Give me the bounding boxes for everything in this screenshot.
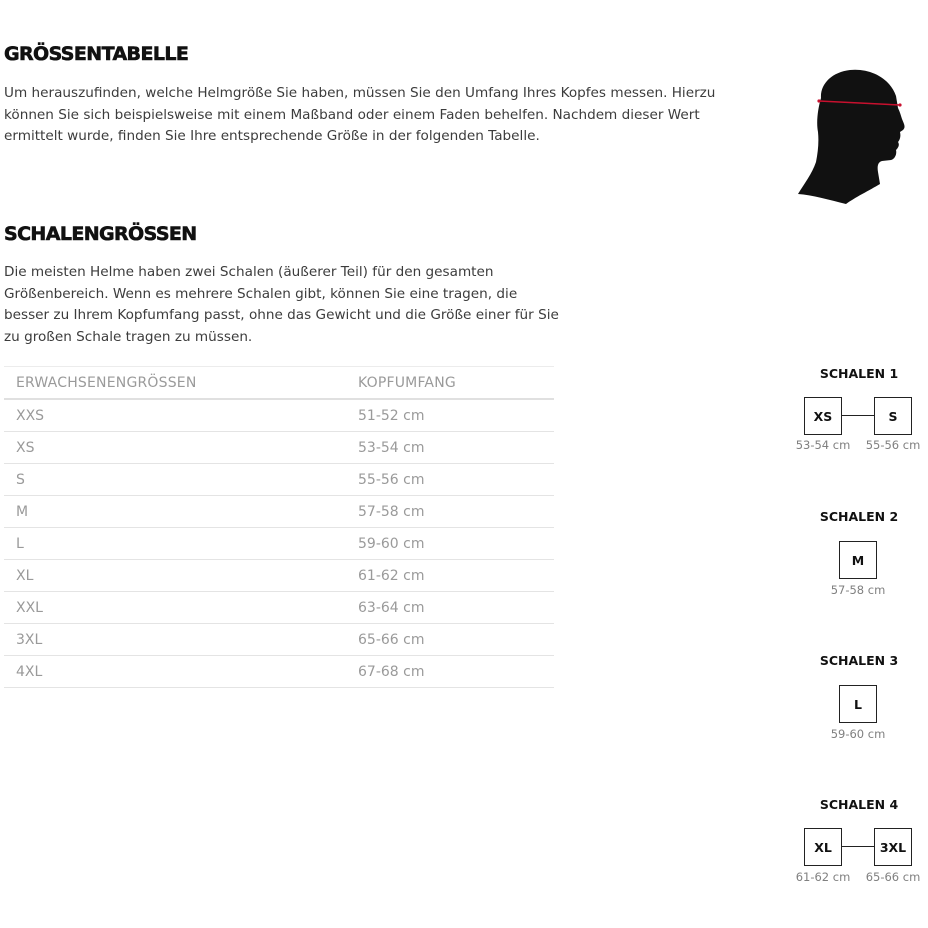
circumference-cell: 57-58 cm xyxy=(346,496,554,528)
shell-size-range: 57-58 cm xyxy=(830,583,886,597)
shell-size-range: 65-66 cm xyxy=(865,870,921,884)
size-cell: 4XL xyxy=(4,656,346,688)
table-row xyxy=(4,399,554,432)
shell-size-range: 53-54 cm xyxy=(795,438,851,452)
shell-size-box: S xyxy=(874,397,912,435)
size-cell: 3XL xyxy=(4,624,346,656)
circumference-cell: 51-52 cm xyxy=(346,399,554,432)
size-chart-heading: GRÖSSENTABELLE xyxy=(4,43,189,65)
size-cell: XXL xyxy=(4,592,346,624)
table-row xyxy=(4,560,554,592)
shell-size-box: 3XL xyxy=(874,828,912,866)
shell-title: SCHALEN 3 xyxy=(819,653,899,668)
size-cell: XL xyxy=(4,560,346,592)
table-header-row xyxy=(4,367,554,400)
shell-size-range: 59-60 cm xyxy=(830,727,886,741)
circumference-cell: 67-68 cm xyxy=(346,656,554,688)
shell-sizes-heading: SCHALENGRÖSSEN xyxy=(4,223,197,245)
table-row xyxy=(4,528,554,560)
table-row xyxy=(4,464,554,496)
circumference-cell: 53-54 cm xyxy=(346,432,554,464)
head-silhouette-icon xyxy=(790,64,910,209)
shell-size-box: M xyxy=(839,541,877,579)
table-row xyxy=(4,496,554,528)
size-cell: M xyxy=(4,496,346,528)
size-chart-description: Um herauszufinden, welche Helmgröße Sie haben, müssen Sie den Umfang Ihres Kopfes messen. Hierzu können Sie sich beispielsweise mit einem Maßband oder einem Faden behelfen. Nachdem dieser Wert ermittelt wurde, finden Sie Ihre entsprechende Größe in der folgenden Tabelle. xyxy=(4,85,716,144)
size-cell: XS xyxy=(4,432,346,464)
shell-group-3 xyxy=(780,653,928,748)
table-row xyxy=(4,592,554,624)
shell-size-box: XL xyxy=(804,828,842,866)
circumference-cell: 59-60 cm xyxy=(346,528,554,560)
shell-size-range: 61-62 cm xyxy=(795,870,851,884)
size-table xyxy=(4,366,554,688)
shell-connector-line xyxy=(842,846,874,847)
column-header-size: ERWACHSENENGRÖSSEN xyxy=(4,367,346,400)
shell-group-4 xyxy=(780,797,928,892)
shell-title: SCHALEN 4 xyxy=(819,797,899,812)
size-cell: XXS xyxy=(4,399,346,432)
table-row xyxy=(4,656,554,688)
column-header-circumference: KOPFUMFANG xyxy=(346,367,554,400)
shell-size-box: XS xyxy=(804,397,842,435)
shell-connector-line xyxy=(842,415,874,416)
circumference-cell: 55-56 cm xyxy=(346,464,554,496)
table-row xyxy=(4,432,554,464)
shell-sizes-description: Die meisten Helme haben zwei Schalen (äußerer Teil) für den gesamten Größenbereich. Wenn es mehrere Schalen gibt, können Sie eine tragen, die besser zu Ihrem Kopfumfang passt, ohne das Gewicht und die Größe einer für Sie zu großen Schale tragen zu müssen. xyxy=(4,264,559,345)
size-cell: L xyxy=(4,528,346,560)
shell-group-1 xyxy=(780,366,928,461)
shell-group-2 xyxy=(780,509,928,604)
shell-title: SCHALEN 2 xyxy=(819,509,899,524)
shell-size-range: 55-56 cm xyxy=(865,438,921,452)
shell-size-box: L xyxy=(839,685,877,723)
table-row xyxy=(4,624,554,656)
shell-title: SCHALEN 1 xyxy=(819,366,899,381)
size-cell: S xyxy=(4,464,346,496)
circumference-cell: 61-62 cm xyxy=(346,560,554,592)
circumference-cell: 65-66 cm xyxy=(346,624,554,656)
circumference-cell: 63-64 cm xyxy=(346,592,554,624)
